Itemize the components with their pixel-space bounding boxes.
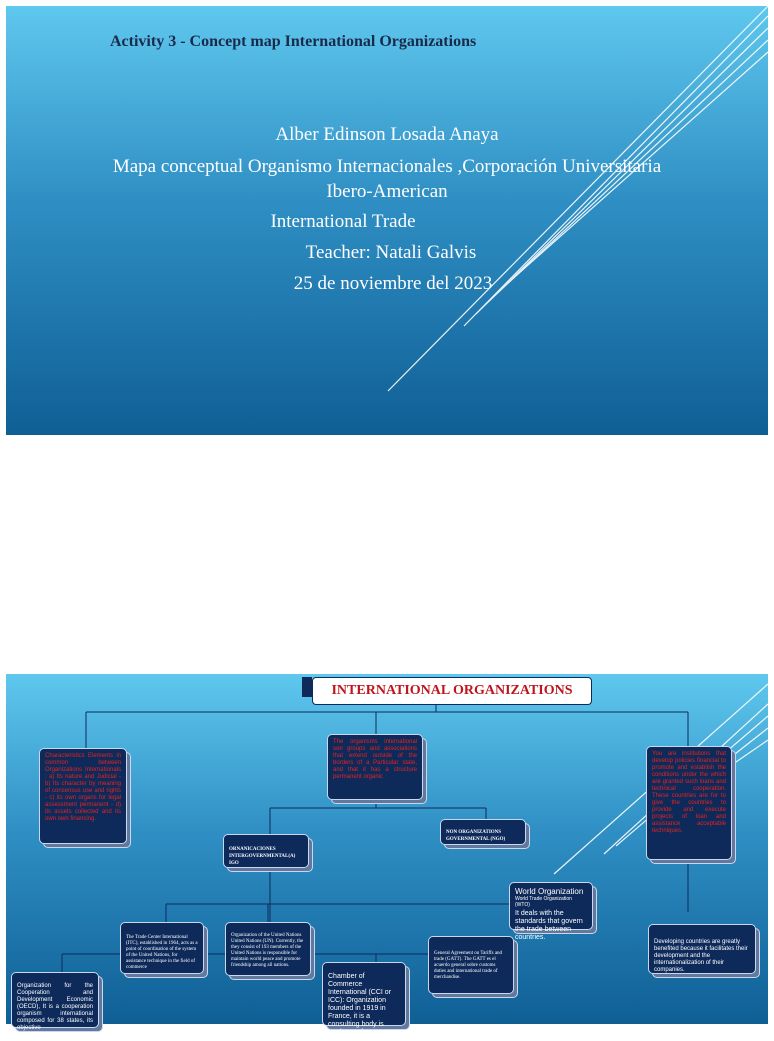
ngo-title: NON ORGANIZATIONS GOVERNMENTAL (NGO) <box>446 830 506 842</box>
developing-countries-text: Developing countries are greatly benefited because it facilitates their development and the internationalization of their companies. <box>654 939 748 973</box>
itc-text: The Trade Center International (ITC), established in 1964, acts as a point of coordination of the system of the United Nations, for assistance technique in the field of commerce <box>126 935 198 970</box>
wto-subtitle: World Trade Organization (WTO) <box>515 896 572 908</box>
gatt-node <box>428 936 514 994</box>
teacher-name: Teacher: Natali Galvis <box>305 242 477 263</box>
definition-node <box>327 734 423 800</box>
icc-node <box>322 962 406 1036</box>
subtitle-line-2: Ibero-American <box>326 181 448 202</box>
concept-map-title: INTERNATIONAL ORGANIZATIONS <box>312 677 592 705</box>
subtitle-line-1: Mapa conceptual Organismo Internacionales ,Corporación Universitaria <box>112 156 662 177</box>
date-text: 25 de noviembre del 2023 <box>293 273 493 294</box>
financial-institutions-text: You are institutions that develop policies financial to promote and establish the conditions under the which are granted such loans and technical cooperation. These countries are for to give the countries to provide and execute projects of loan and assistance acceptable techniques. <box>652 751 726 834</box>
developing-countries-node <box>648 924 756 974</box>
itc-node <box>120 922 204 974</box>
characteristics-node <box>39 748 127 844</box>
igo-node <box>223 834 309 868</box>
ngo-node <box>440 819 526 845</box>
gatt-text: General Agreement on Tariffs and trade (GATT). The GATT es el acuerdo general sobre customs duties and international trade of merchandise. <box>434 951 503 980</box>
author-name: Alber Edinson Losada Anaya <box>275 124 499 145</box>
title-tab <box>302 677 312 697</box>
icc-text: Chamber of Commerce International (CCI or ICC): Organization founded in 1919 in France, it is a consulting body is made up of <box>328 973 392 1036</box>
title-slide <box>6 6 768 435</box>
un-node <box>225 922 311 976</box>
wto-node <box>509 882 593 941</box>
course-name: International Trade <box>270 211 416 232</box>
igo-title: ORNANICACIONES INTERGOVERNMENTAL(A) IGO <box>229 847 296 866</box>
financial-institutions-node <box>646 746 732 860</box>
oecd-node <box>11 972 99 1031</box>
definition-text: The organisms international son groups and associations that extend outside of the borders of a Particular state, and that it has a structure permanent organic <box>333 739 417 780</box>
wto-description: It deals with the standards that govern the trade between countries. <box>515 910 583 941</box>
characteristics-text: Characteristics Elements in common between Organizations Internationals : a) Its nature and Judicial - b) Its character by meaning of consensus use and rights - c) its own organs for legal assessment permanent - d) its assets collected and its own own financing. <box>45 753 121 822</box>
slide-title: Activity 3 - Concept map International Organizations <box>110 33 477 50</box>
un-text: Organization of the United Nations United Nations (UN). Currently, the they consist of 193 members of the United Nations is responsible for maintain world peace and promote friendship among all nations. <box>231 933 304 968</box>
oecd-text: Organization for the Cooperation and Development Economic (OECD), It is a cooperation organism international composed for 38 states, its objective <box>17 983 93 1031</box>
concept-map-slide <box>6 674 768 1036</box>
wto-title: World Organization <box>515 887 584 896</box>
